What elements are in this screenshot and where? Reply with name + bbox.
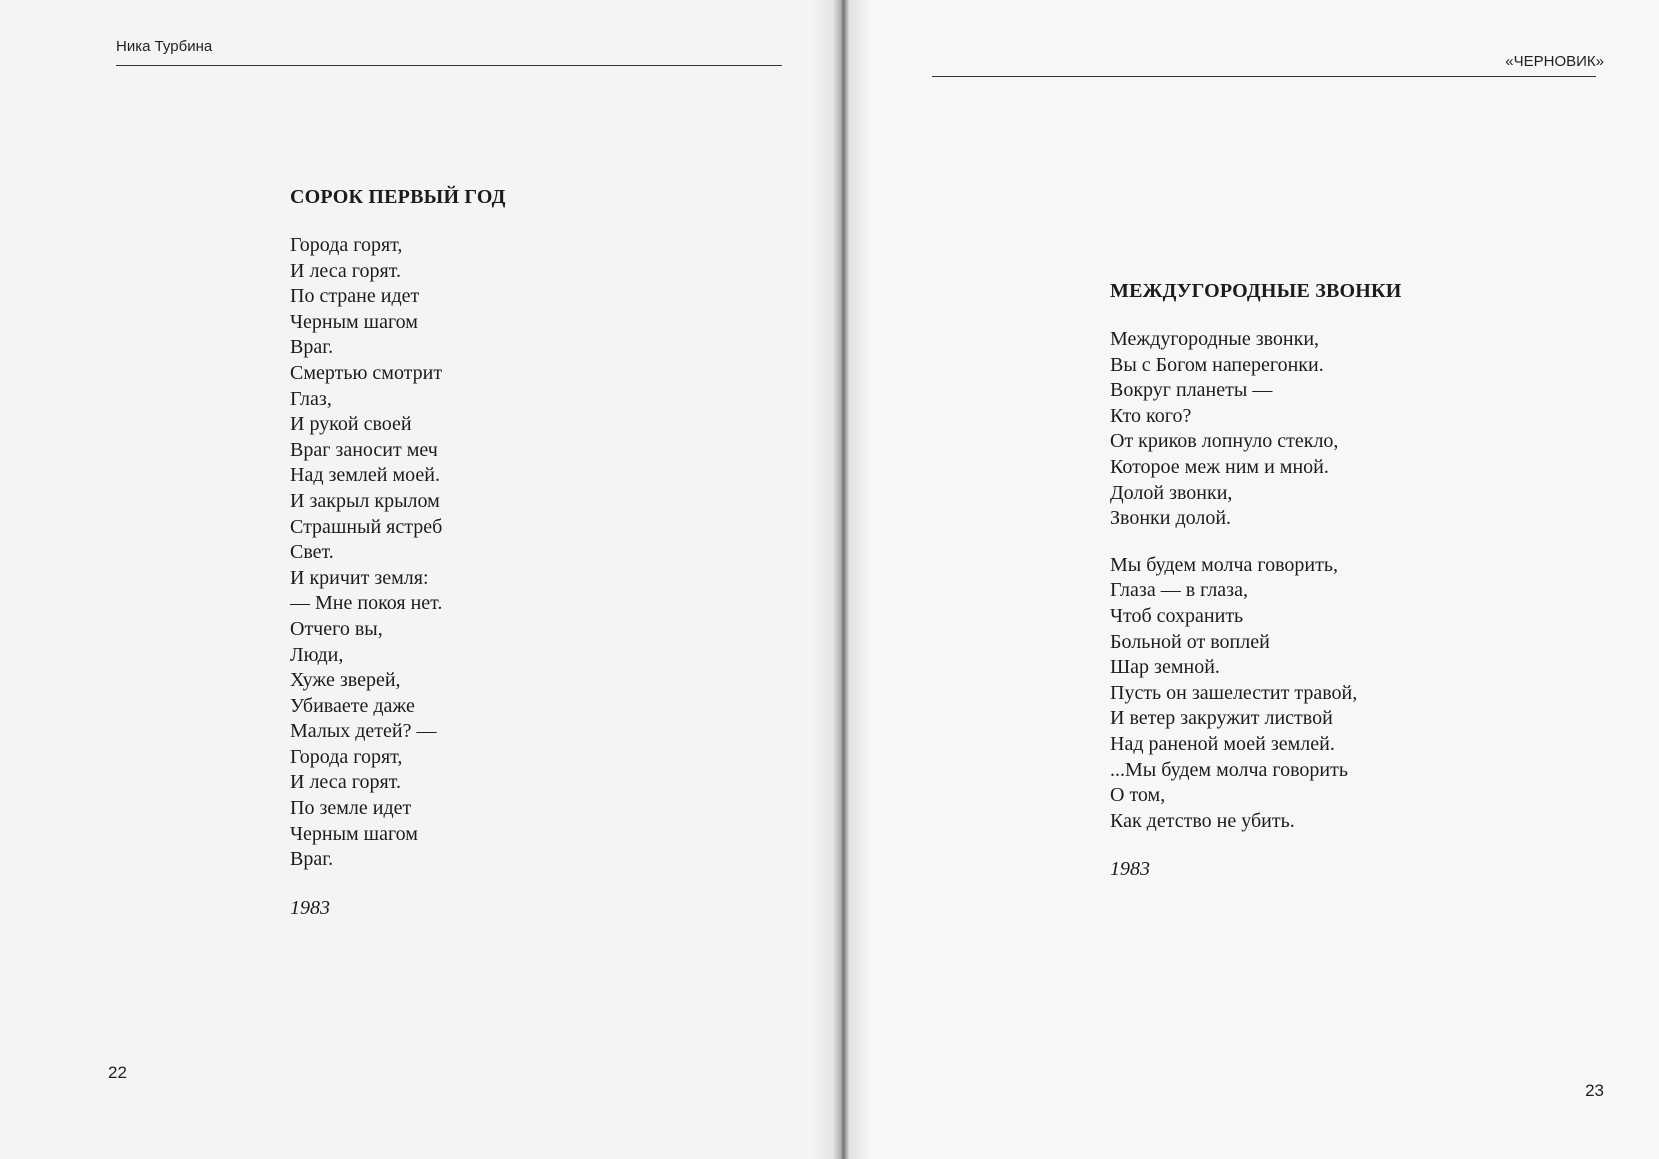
- right-page: [848, 0, 1659, 1159]
- poem-line: Убиваете даже: [290, 694, 415, 717]
- poem-line: Вы с Богом наперегонки.: [1110, 353, 1324, 376]
- poem-line: Глаз,: [290, 387, 332, 410]
- poem-line: Над землей моей.: [290, 464, 440, 487]
- stanza: [1110, 553, 1401, 835]
- running-header-title: «ЧЕРНОВИК»: [1505, 53, 1604, 70]
- poem-line: Города горят,: [290, 745, 403, 768]
- stanza: [1110, 327, 1401, 532]
- poem-line: Враг.: [290, 848, 334, 871]
- poem-line: Над раненой моей землей.: [1110, 732, 1335, 755]
- poem-line: И ветер закружит листвой: [1110, 707, 1333, 730]
- poem-line: О том,: [1110, 784, 1166, 807]
- poem-mezhdugorodnye-zvonki: [1110, 280, 1401, 881]
- header-rule: [932, 76, 1596, 77]
- poem-line: Шар земной.: [1110, 656, 1220, 679]
- stanza-gap: [1110, 532, 1401, 553]
- poem-line: Которое меж ним и мной.: [1110, 455, 1329, 478]
- poem-line: Звонки долой.: [1110, 507, 1232, 530]
- poem-line: И кричит земля:: [290, 566, 429, 589]
- poem-line: Кто кого?: [1110, 404, 1192, 427]
- page-number: 22: [108, 1063, 127, 1082]
- poem-title: МЕЖДУГОРОДНЫЕ ЗВОНКИ: [1110, 280, 1402, 302]
- poem-line: Свет.: [290, 541, 334, 564]
- poem-line: Страшный ястреб: [290, 515, 443, 538]
- poem-title: СОРОК ПЕРВЫЙ ГОД: [290, 186, 506, 208]
- running-header-author: Ника Турбина: [116, 38, 213, 55]
- poem-line: И леса горят.: [290, 771, 401, 794]
- poem-line: Пусть он зашелестит травой,: [1110, 681, 1358, 704]
- poem-line: ...Мы будем молча говорить: [1110, 758, 1348, 781]
- poem-date: 1983: [1110, 858, 1150, 881]
- poem-line: Отчего вы,: [290, 617, 383, 640]
- poem-line: Хуже зверей,: [290, 669, 401, 692]
- poem-sorok-pervyi-god: [290, 186, 506, 920]
- header-rule: [116, 65, 782, 66]
- poem-body: [290, 233, 506, 873]
- poem-line: Люди,: [290, 643, 344, 666]
- poem-line: По земле идет: [290, 797, 412, 820]
- poem-line: Города горят,: [290, 234, 403, 256]
- poem-line: Долой звонки,: [1110, 481, 1233, 504]
- book-spine-shadow: [812, 0, 872, 1159]
- poem-line: Как детство не убить.: [1110, 809, 1295, 832]
- poem-line: Враг заносит меч: [290, 438, 438, 461]
- poem-line: Черным шагом: [290, 310, 418, 333]
- poem-line: От криков лопнуло стекло,: [1110, 430, 1339, 453]
- poem-line: По стране идет: [290, 285, 420, 308]
- poem-line: — Мне покоя нет.: [290, 592, 443, 615]
- poem-line: Малых детей? —: [290, 720, 437, 743]
- poem-line: Враг.: [290, 336, 334, 359]
- poem-date: 1983: [290, 896, 330, 919]
- poem-line: Глаза — в глаза,: [1110, 579, 1248, 602]
- poem-line: Мы будем молча говорить,: [1110, 553, 1338, 576]
- poem-line: Черным шагом: [290, 822, 418, 845]
- poem-line: Смертью смотрит: [290, 361, 443, 384]
- poem-line: И рукой своей: [290, 413, 412, 436]
- poem-line: Вокруг планеты —: [1110, 379, 1273, 402]
- page-number: 23: [1585, 1081, 1604, 1100]
- poem-line: Больной от воплей: [1110, 630, 1270, 653]
- poem-line: Междугородные звонки,: [1110, 328, 1320, 350]
- poem-body: [1110, 327, 1401, 834]
- poem-line: Чтоб сохранить: [1110, 604, 1244, 627]
- poem-line: И закрыл крылом: [290, 489, 440, 512]
- poem-line: И леса горят.: [290, 259, 401, 282]
